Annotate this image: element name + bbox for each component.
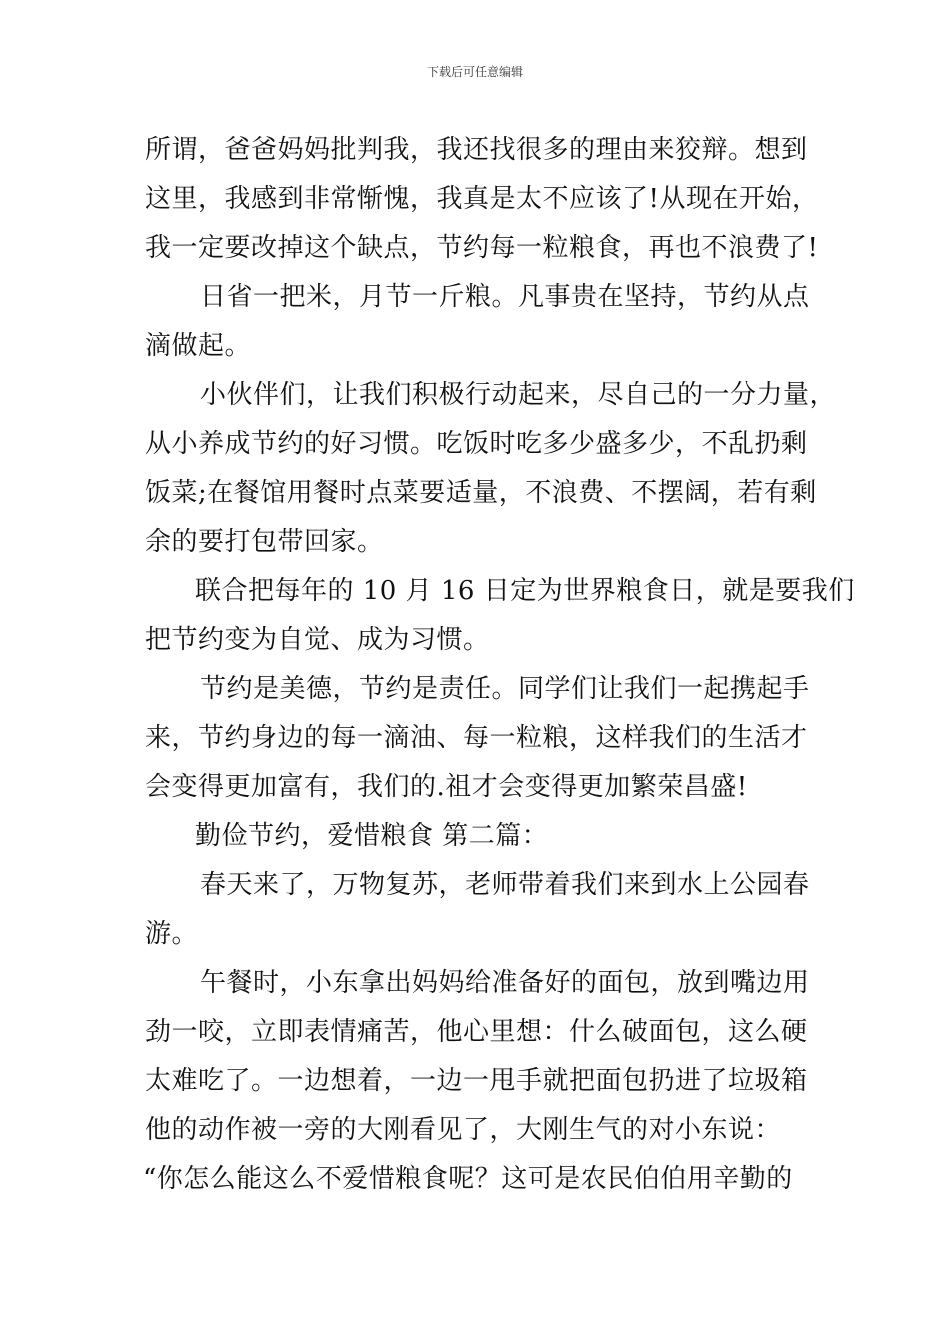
page-header-note: 下载后可任意编辑	[426, 65, 523, 79]
section-title-line: 勤俭节约，爱惜粮食 第二篇：	[195, 821, 549, 851]
paragraph-start-line: 节约是美德，节约是责任。同学们让我们一起携起手	[200, 674, 810, 704]
text-line: 余的要打包带回家。	[145, 527, 384, 557]
text-line: 从小养成节约的好习惯。吃饭时吃多少盛多少，不乱扔剩	[145, 429, 808, 459]
text-line: 游。	[145, 919, 199, 949]
text-line: 我一定要改掉这个缺点，节约每一粒粮食，再也不浪费了!	[145, 233, 819, 263]
text-line: 劲一咬，立即表情痛苦，他心里想：什么破面包，这么硬	[145, 1017, 808, 1047]
paragraph-start-line: 午餐时，小东拿出妈妈给准备好的面包，放到嘴边用	[200, 968, 810, 998]
paragraph-start-line: 联合把每年的 10 月 16 日定为世界粮食日，就是要我们	[195, 576, 855, 606]
text-line: 他的动作被一旁的大刚看见了，大刚生气的对小东说：	[145, 1115, 782, 1145]
paragraph-start-line: 小伙伴们，让我们积极行动起来，尽自己的一分力量，	[200, 380, 837, 410]
text-line: 把节约变为自觉、成为习惯。	[145, 625, 490, 655]
text-line: 所谓，爸爸妈妈批判我，我还找很多的理由来狡辩。想到	[145, 135, 808, 165]
paragraph-start-line: 日省一把米，月节一斤粮。凡事贵在坚持，节约从点	[200, 282, 810, 312]
text-line: 这里，我感到非常惭愧，我真是太不应该了!从现在开始，	[145, 184, 819, 214]
document-body	[143, 126, 855, 1204]
text-line: 饭菜;在餐馆用餐时点菜要适量，不浪费、不摆阔，若有剩	[145, 478, 817, 508]
text-line: 会变得更加富有，我们的.祖才会变得更加繁荣昌盛!	[145, 772, 748, 802]
text-line: 滴做起。	[145, 331, 252, 361]
text-line: “你怎么能这么不爱惜粮食呢？这可是农民伯伯用辛勤的	[143, 1164, 793, 1194]
text-line: 来，节约身边的每一滴油、每一粒粮，这样我们的生活才	[145, 723, 808, 753]
paragraph-start-line: 春天来了，万物复苏，老师带着我们来到水上公园春	[200, 870, 810, 900]
text-line: 太难吃了。一边想着，一边一甩手就把面包扔进了垃圾箱	[145, 1066, 808, 1096]
